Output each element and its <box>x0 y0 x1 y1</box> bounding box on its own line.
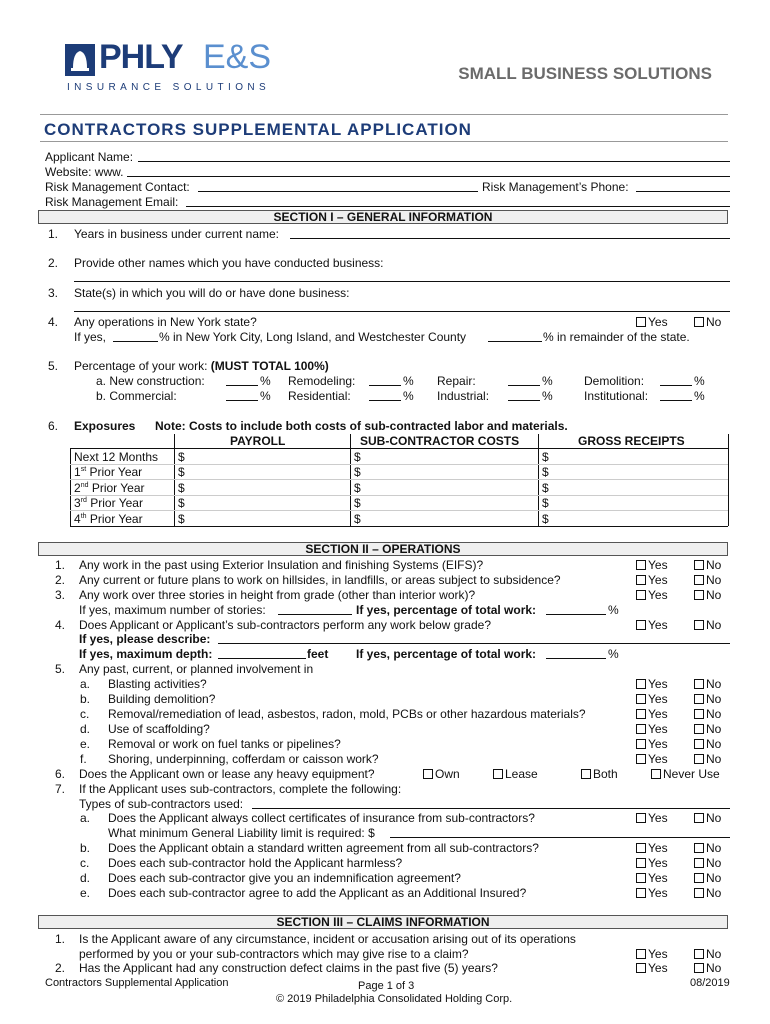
checkbox-icon[interactable] <box>636 813 646 823</box>
s2-q4-yes[interactable]: Yes <box>636 618 668 632</box>
pct-sign: % <box>403 389 414 403</box>
s2-q5d-label: Use of scaffolding? <box>108 722 210 736</box>
s2-q5f-label: Shoring, underpinning, cofferdam or caisson work? <box>108 752 379 766</box>
q3-label: State(s) in which you will do or have done business: <box>74 286 350 300</box>
checkbox-icon[interactable] <box>694 888 704 898</box>
s2-q4-describe-field[interactable] <box>218 632 730 644</box>
s2-q5d-yes[interactable]: Yes <box>636 722 668 736</box>
s2-q4-depth-field[interactable] <box>218 647 306 659</box>
q6-label: Exposures <box>74 419 136 433</box>
s2-q2-no[interactable]: No <box>694 573 721 587</box>
q6-number: 6. <box>48 419 59 433</box>
q1-field[interactable] <box>290 227 730 239</box>
s2-q1-no[interactable]: No <box>694 558 721 572</box>
q2-label: Provide other names which you have conducted business: <box>74 256 384 270</box>
s2-q4-describe-label: If yes, please describe: <box>79 632 211 646</box>
section-3-header: SECTION III – CLAIMS INFORMATION <box>38 915 728 929</box>
s2-q5f-no[interactable]: No <box>694 752 721 766</box>
s2-q7a-label: Does the Applicant always collect certificates of insurance from sub-contractors? <box>108 811 535 825</box>
payroll-cell[interactable]: $ <box>178 496 185 510</box>
q5-residential-field[interactable] <box>369 389 401 401</box>
s2-q3-stories-field[interactable] <box>278 603 352 615</box>
s2-q5c-label: Removal/remediation of lead, asbestos, radon, mold, PCBs or other hazardous materials? <box>108 707 586 721</box>
s2-q5b-label: Building demolition? <box>108 692 216 706</box>
pct-sign: % <box>694 374 705 388</box>
s2-q5a-letter: a. <box>80 677 91 691</box>
s2-q7c-yes[interactable]: Yes <box>636 856 668 870</box>
risk-phone-field[interactable] <box>636 180 730 192</box>
s2-q1-yes[interactable]: Yes <box>636 558 668 572</box>
subcontractor-cell[interactable]: $ <box>354 465 361 479</box>
checkbox-icon[interactable] <box>636 888 646 898</box>
s2-q4-depth-label: If yes, maximum depth: <box>79 647 213 661</box>
s2-q5a-label: Blasting activities? <box>108 677 207 691</box>
q2-number: 2. <box>48 256 59 270</box>
s2-q7c-no[interactable]: No <box>694 856 721 870</box>
pct-sign: % <box>260 374 271 388</box>
s2-q7-number: 7. <box>55 782 66 796</box>
q5-institutional-field[interactable] <box>660 389 692 401</box>
q6-note: Note: Costs to include both costs of sub-contracted labor and materials. <box>155 419 568 433</box>
s3-q2-number: 2. <box>55 961 66 975</box>
s2-q7d-no[interactable]: No <box>694 871 721 885</box>
q5-residential-label: Residential: <box>288 389 351 403</box>
checkbox-icon[interactable] <box>636 963 646 973</box>
s2-q5d-no[interactable]: No <box>694 722 721 736</box>
pct-sign: % <box>694 389 705 403</box>
s2-q7a-yes[interactable]: Yes <box>636 811 668 825</box>
s2-q7b-no[interactable]: No <box>694 841 721 855</box>
s2-q4-feet-label: feet <box>307 647 329 661</box>
q2-field[interactable] <box>74 270 730 282</box>
s2-q6-never[interactable]: Never Use <box>651 767 720 781</box>
checkbox-icon[interactable] <box>694 858 704 868</box>
s2-q5c-letter: c. <box>80 707 90 721</box>
pct-sign: % <box>608 647 619 661</box>
col-header-payroll: PAYROLL <box>230 434 286 448</box>
s2-q2-number: 2. <box>55 573 66 587</box>
s2-q6-both[interactable]: Both <box>581 767 618 781</box>
checkbox-icon[interactable] <box>636 679 646 689</box>
s2-q5b-no[interactable]: No <box>694 692 721 706</box>
s3-q2-yes[interactable]: Yes <box>636 961 668 975</box>
checkbox-icon[interactable] <box>694 694 704 704</box>
q5-institutional-label: Institutional: <box>584 389 649 403</box>
s2-q7a-letter: a. <box>80 811 91 825</box>
row-3rd-prior-year: 3rd Prior Year <box>74 496 143 510</box>
s2-q5f-letter: f. <box>80 752 87 766</box>
checkbox-icon[interactable] <box>694 620 704 630</box>
checkbox-icon[interactable] <box>636 575 646 585</box>
q4-no[interactable]: No <box>694 315 721 329</box>
q5-repair-field[interactable] <box>508 374 540 386</box>
q1-label: Years in business under current name: <box>74 227 280 241</box>
q4-nyc-field[interactable] <box>113 330 158 342</box>
footer-copyright: © 2019 Philadelphia Consolidated Holding Corp. <box>276 993 513 1005</box>
s2-q4-pct-field[interactable] <box>546 647 606 659</box>
row-1st-prior-year: 1st Prior Year <box>74 465 143 479</box>
q5-industrial-label: Industrial: <box>437 389 490 403</box>
checkbox-icon[interactable] <box>694 949 704 959</box>
s2-q7a-limit-field[interactable] <box>390 826 730 838</box>
checkbox-icon[interactable] <box>493 769 503 779</box>
s3-q2-no[interactable]: No <box>694 961 721 975</box>
checkbox-icon[interactable] <box>651 769 661 779</box>
s3-q1-yes[interactable]: Yes <box>636 947 668 961</box>
q1-number: 1. <box>48 227 59 241</box>
s2-q3-pct-field[interactable] <box>546 603 606 615</box>
s2-q2-label: Any current or future plans to work on hillsides, in landfills, or areas subject to subsidence? <box>79 573 561 587</box>
subcontractor-cell[interactable]: $ <box>354 512 361 526</box>
s2-q7d-yes[interactable]: Yes <box>636 871 668 885</box>
q5b-field[interactable] <box>226 389 258 401</box>
gross-receipts-cell[interactable]: $ <box>542 496 549 510</box>
pct-sign: % <box>260 389 271 403</box>
q5-remodel-label: Remodeling: <box>288 374 356 388</box>
q3-field[interactable] <box>74 300 730 312</box>
gross-receipts-cell[interactable]: $ <box>542 481 549 495</box>
logo-suffix: E&S <box>203 38 272 76</box>
page-title: CONTRACTORS SUPPLEMENTAL APPLICATION <box>44 120 472 139</box>
s2-q7e-yes[interactable]: Yes <box>636 886 668 900</box>
title-rule <box>40 141 728 142</box>
checkbox-icon[interactable] <box>694 709 704 719</box>
pct-sign: % <box>608 603 619 617</box>
q5a-field[interactable] <box>226 374 258 386</box>
checkbox-icon[interactable] <box>694 575 704 585</box>
checkbox-icon[interactable] <box>694 963 704 973</box>
logo-tagline: INSURANCE SOLUTIONS <box>67 82 271 93</box>
s3-q1-number: 1. <box>55 932 66 946</box>
checkbox-icon[interactable] <box>636 739 646 749</box>
subcontractor-cell[interactable]: $ <box>354 481 361 495</box>
s2-q5e-letter: e. <box>80 737 91 751</box>
checkbox-icon[interactable] <box>636 560 646 570</box>
s2-q3-number: 3. <box>55 588 66 602</box>
s2-q7e-no[interactable]: No <box>694 886 721 900</box>
s2-q5a-yes[interactable]: Yes <box>636 677 668 691</box>
s2-q5c-no[interactable]: No <box>694 707 721 721</box>
q4-nyc-label: % in New York City, Long Island, and Westchester County <box>159 330 467 344</box>
risk-phone-label: Risk Management’s Phone: <box>482 180 629 194</box>
col-header-gross-receipts: GROSS RECEIPTS <box>578 434 685 448</box>
s2-q5c-yes[interactable]: Yes <box>636 707 668 721</box>
s2-q3-pct-label: If yes, percentage of total work: <box>356 603 537 617</box>
pct-sign: % <box>542 389 553 403</box>
section-2-header: SECTION II – OPERATIONS <box>38 542 728 556</box>
subcontractor-cell[interactable]: $ <box>354 496 361 510</box>
q4-number: 4. <box>48 315 59 329</box>
s2-q6-own[interactable]: Own <box>423 767 460 781</box>
s2-q7e-label: Does each sub-contractor agree to add the Applicant as an Additional Insured? <box>108 886 527 900</box>
s2-q2-yes[interactable]: Yes <box>636 573 668 587</box>
checkbox-icon[interactable] <box>636 590 646 600</box>
q4-ifyes: If yes, <box>74 330 107 344</box>
s2-q7-types-label: Types of sub-contractors used: <box>79 797 244 811</box>
row-4th-prior-year: 4th Prior Year <box>74 512 143 526</box>
checkbox-icon[interactable] <box>694 873 704 883</box>
pct-sign: % <box>403 374 414 388</box>
q5-number: 5. <box>48 359 59 373</box>
s3-q1-label-2: performed by you or your sub-contractors which may give rise to a claim? <box>79 947 469 961</box>
s2-q3-yes[interactable]: Yes <box>636 588 668 602</box>
checkbox-icon[interactable] <box>636 754 646 764</box>
q4-label: Any operations in New York state? <box>74 315 257 329</box>
s3-q1-no[interactable]: No <box>694 947 721 961</box>
s2-q6-number: 6. <box>55 767 66 781</box>
checkbox-icon[interactable] <box>636 724 646 734</box>
s2-q7a-limit-label: What minimum General Liability limit is required: $ <box>108 826 375 840</box>
gross-receipts-cell[interactable]: $ <box>542 465 549 479</box>
s2-q7-types-field[interactable] <box>252 797 730 809</box>
checkbox-icon[interactable] <box>694 679 704 689</box>
footer-page-number: Page 1 of 3 <box>358 980 415 992</box>
row-next-12-months: Next 12 Months <box>74 450 159 464</box>
website-field[interactable] <box>127 165 730 177</box>
s2-q3-label: Any work over three stories in height from grade (other than interior work)? <box>79 588 476 602</box>
checkbox-icon[interactable] <box>694 724 704 734</box>
gross-receipts-cell[interactable]: $ <box>542 512 549 526</box>
s2-q5e-label: Removal or work on fuel tanks or pipelines? <box>108 737 341 751</box>
checkbox-icon[interactable] <box>636 949 646 959</box>
s2-q1-number: 1. <box>55 558 66 572</box>
checkbox-icon[interactable] <box>694 843 704 853</box>
checkbox-icon[interactable] <box>694 754 704 764</box>
payroll-cell[interactable]: $ <box>178 465 185 479</box>
q5-industrial-field[interactable] <box>508 389 540 401</box>
footer-form-name: Contractors Supplemental Application <box>45 977 229 989</box>
s2-q7b-letter: b. <box>80 841 91 855</box>
header-right-title: SMALL BUSINESS SOLUTIONS <box>458 64 712 83</box>
checkbox-icon[interactable] <box>636 858 646 868</box>
s2-q4-no[interactable]: No <box>694 618 721 632</box>
applicant-name-label: Applicant Name: <box>45 150 134 164</box>
s2-q7a-no[interactable]: No <box>694 811 721 825</box>
checkbox-icon[interactable] <box>636 873 646 883</box>
checkbox-icon[interactable] <box>636 843 646 853</box>
s2-q4-label: Does Applicant or Applicant’s sub-contractors perform any work below grade? <box>79 618 491 632</box>
s2-q5d-letter: d. <box>80 722 91 736</box>
s2-q7d-label: Does each sub-contractor give you an indemnification agreement? <box>108 871 461 885</box>
section-1-header: SECTION I – GENERAL INFORMATION <box>38 210 728 224</box>
subcontractor-cell[interactable]: $ <box>354 450 361 464</box>
footer-date: 08/2019 <box>690 977 730 989</box>
checkbox-icon[interactable] <box>581 769 591 779</box>
s2-q7b-label: Does the Applicant obtain a standard written agreement from all sub-contractors? <box>108 841 539 855</box>
company-logo <box>65 40 305 100</box>
q5-demolition-label: Demolition: <box>584 374 645 388</box>
q5-demolition-field[interactable] <box>660 374 692 386</box>
header-rule <box>40 114 728 115</box>
checkbox-icon[interactable] <box>636 620 646 630</box>
checkbox-icon[interactable] <box>694 317 704 327</box>
s3-q1-label: Is the Applicant aware of any circumstance, incident or accusation arising out of its operations <box>79 932 576 946</box>
q5-label: Percentage of your work: (MUST TOTAL 100%) <box>74 359 329 373</box>
q5-remodel-field[interactable] <box>369 374 401 386</box>
risk-email-label: Risk Management Email: <box>45 195 179 209</box>
s2-q5b-letter: b. <box>80 692 91 706</box>
s2-q7c-label: Does each sub-contractor hold the Applicant harmless? <box>108 856 403 870</box>
s2-q7d-letter: d. <box>80 871 91 885</box>
s2-q7c-letter: c. <box>80 856 90 870</box>
s2-q1-label: Any work in the past using Exterior Insulation and finishing Systems (EIFS)? <box>79 558 484 572</box>
s2-q3-ifyes-label: If yes, maximum number of stories: <box>79 603 266 617</box>
s2-q5a-no[interactable]: No <box>694 677 721 691</box>
row-2nd-prior-year: 2nd Prior Year <box>74 481 145 495</box>
checkbox-icon[interactable] <box>636 694 646 704</box>
q4-rest-field[interactable] <box>488 330 542 342</box>
s2-q4-pct-label: If yes, percentage of total work: <box>356 647 537 661</box>
payroll-cell[interactable]: $ <box>178 481 185 495</box>
checkbox-icon[interactable] <box>694 739 704 749</box>
gross-receipts-cell[interactable]: $ <box>542 450 549 464</box>
q5b-label: b. Commercial: <box>96 389 177 403</box>
q4-rest-label: % in remainder of the state. <box>543 330 690 344</box>
col-header-subcontractor: SUB-CONTRACTOR COSTS <box>360 434 520 448</box>
risk-contact-label: Risk Management Contact: <box>45 180 190 194</box>
s2-q5e-no[interactable]: No <box>694 737 721 751</box>
checkbox-icon[interactable] <box>694 560 704 570</box>
logo-brand: PHLY <box>99 38 183 76</box>
s2-q7b-yes[interactable]: Yes <box>636 841 668 855</box>
payroll-cell[interactable]: $ <box>178 512 185 526</box>
s2-q7e-letter: e. <box>80 886 91 900</box>
risk-email-field[interactable] <box>186 195 730 207</box>
checkbox-icon[interactable] <box>694 590 704 600</box>
bell-icon <box>65 44 95 76</box>
s2-q5-label: Any past, current, or planned involvement in <box>79 662 314 676</box>
q5a-label: a. New construction: <box>96 374 205 388</box>
s2-q4-number: 4. <box>55 618 66 632</box>
s2-q5f-yes[interactable]: Yes <box>636 752 668 766</box>
checkbox-icon[interactable] <box>636 317 646 327</box>
exposures-table <box>70 434 728 526</box>
s3-q2-label: Has the Applicant had any construction defect claims in the past five (5) years? <box>79 961 498 975</box>
s2-q3-no[interactable]: No <box>694 588 721 602</box>
s2-q5e-yes[interactable]: Yes <box>636 737 668 751</box>
s2-q5-number: 5. <box>55 662 66 676</box>
checkbox-icon[interactable] <box>694 813 704 823</box>
q3-number: 3. <box>48 286 59 300</box>
s2-q7-label: If the Applicant uses sub-contractors, complete the following: <box>79 782 402 796</box>
q5-repair-label: Repair: <box>437 374 476 388</box>
checkbox-icon[interactable] <box>636 709 646 719</box>
payroll-cell[interactable]: $ <box>178 450 185 464</box>
pct-sign: % <box>542 374 553 388</box>
applicant-name-field[interactable] <box>138 150 730 162</box>
website-label: Website: www. <box>45 165 124 179</box>
s2-q6-label: Does the Applicant own or lease any heavy equipment? <box>79 767 375 781</box>
q4-yes[interactable]: Yes <box>636 315 668 329</box>
s2-q5b-yes[interactable]: Yes <box>636 692 668 706</box>
s2-q6-lease[interactable]: Lease <box>493 767 538 781</box>
risk-contact-field[interactable] <box>198 180 478 192</box>
checkbox-icon[interactable] <box>423 769 433 779</box>
